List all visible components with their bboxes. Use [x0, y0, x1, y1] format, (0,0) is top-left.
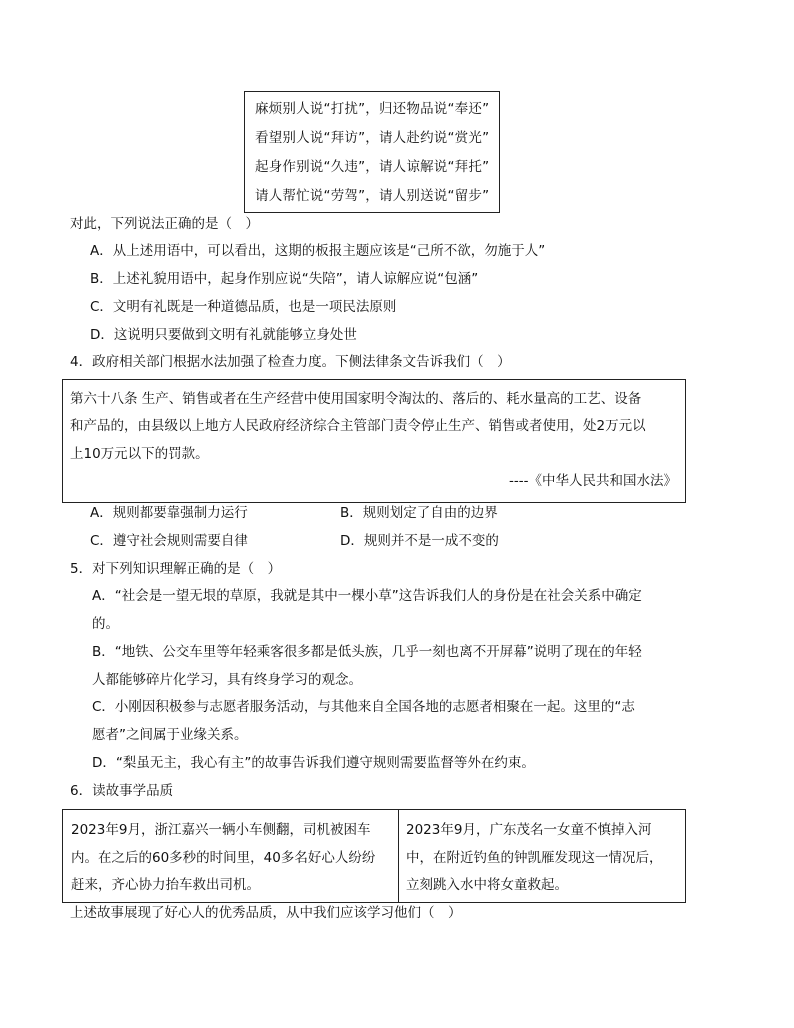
q3-option-b: B．上述礼貌用语中，起身作别应说“失陪”，请人谅解应说“包涵”	[90, 271, 479, 287]
q3-option-c: C．文明有礼既是一种道德品质，也是一项民法原则	[90, 299, 397, 315]
table-divider	[398, 810, 399, 902]
q4-option-a: A．规则都要靠强制力运行	[90, 505, 248, 521]
q4-stem: 4．政府相关部门根据水法加强了检查力度。下侧法律条文告诉我们（ ）	[70, 354, 511, 370]
q4-option-c: C．遵守社会规则需要自律	[90, 533, 248, 549]
q6-question: 上述故事展现了好心人的优秀品质，从中我们应该学习他们（ ）	[70, 905, 462, 921]
q5-line: C．小刚因积极参与志愿者服务活动，与其他来自全国各地的志愿者相聚在一起。这里的“志	[92, 699, 635, 715]
etiquette-line: 请人帮忙说“劳驾”，请人别送说“留步”	[255, 188, 490, 204]
law-line: 上10万元以下的罚款。	[70, 446, 209, 462]
q3-option-a: A．从上述用语中，可以看出，这期的板报主题应该是“己所不欲，勿施于人”	[90, 243, 546, 259]
q5-line: 的。	[92, 616, 119, 632]
story-right-line: 2023年9月，广东茂名一女童不慎掉入河	[406, 822, 652, 838]
q5-line: 人都能够碎片化学习，具有终身学习的观念。	[92, 672, 362, 688]
q5-stem: 5．对下列知识理解正确的是（ ）	[70, 561, 282, 577]
water-law-excerpt-box	[62, 379, 686, 503]
story-left-line: 内。在之后的60多秒的时间里，40多名好心人纷纷	[71, 850, 376, 866]
q5-line: D．“梨虽无主，我心有主”的故事告诉我们遵守规则需要监督等外在约束。	[92, 755, 535, 771]
q5-line: B．“地铁、公交车里等年轻乘客很多都是低头族，几乎一刻也离不开屏幕”说明了现在的年轻	[92, 644, 642, 660]
q5-line: A．“社会是一望无垠的草原，我就是其中一棵小草”这告诉我们人的身份是在社会关系中确定	[92, 588, 642, 604]
q4-option-d: D．规则并不是一成不变的	[340, 533, 499, 549]
etiquette-line: 起身作别说“久违”，请人谅解说“拜托”	[255, 159, 490, 175]
q4-option-b: B．规则划定了自由的边界	[340, 505, 498, 521]
law-line: 第六十八条 生产、销售或者在生产经营中使用国家明令淘汰的、落后的、耗水量高的工艺、设备	[70, 391, 642, 407]
q6-stem: 6．读故事学品质	[70, 783, 174, 799]
etiquette-phrases-box	[244, 91, 500, 213]
stories-table	[62, 809, 686, 903]
etiquette-line: 麻烦别人说“打扰”，归还物品说“奉还”	[255, 101, 490, 117]
story-right-line: 中，在附近钓鱼的钟凯雁发现这一情况后，	[406, 850, 663, 866]
law-line: 和产品的，由县级以上地方人民政府经济综合主管部门责令停止生产、销售或者使用，处2万元以	[70, 418, 646, 434]
q3-option-d: D．这说明只要做到文明有礼就能够立身处世	[90, 327, 357, 343]
story-right-line: 立刻跳入水中将女童救起。	[406, 877, 568, 893]
etiquette-line: 看望别人说“拜访”，请人赴约说“赏光”	[255, 130, 490, 146]
law-source: ----《中华人民共和国水法》	[509, 473, 677, 489]
story-left-line: 2023年9月，浙江嘉兴一辆小车侧翻，司机被困车	[71, 822, 371, 838]
q3-stem: 对此，下列说法正确的是（ ）	[70, 216, 259, 232]
q5-line: 愿者”之间属于业缘关系。	[92, 727, 248, 743]
story-left-line: 赶来，齐心协力抬车救出司机。	[71, 877, 260, 893]
